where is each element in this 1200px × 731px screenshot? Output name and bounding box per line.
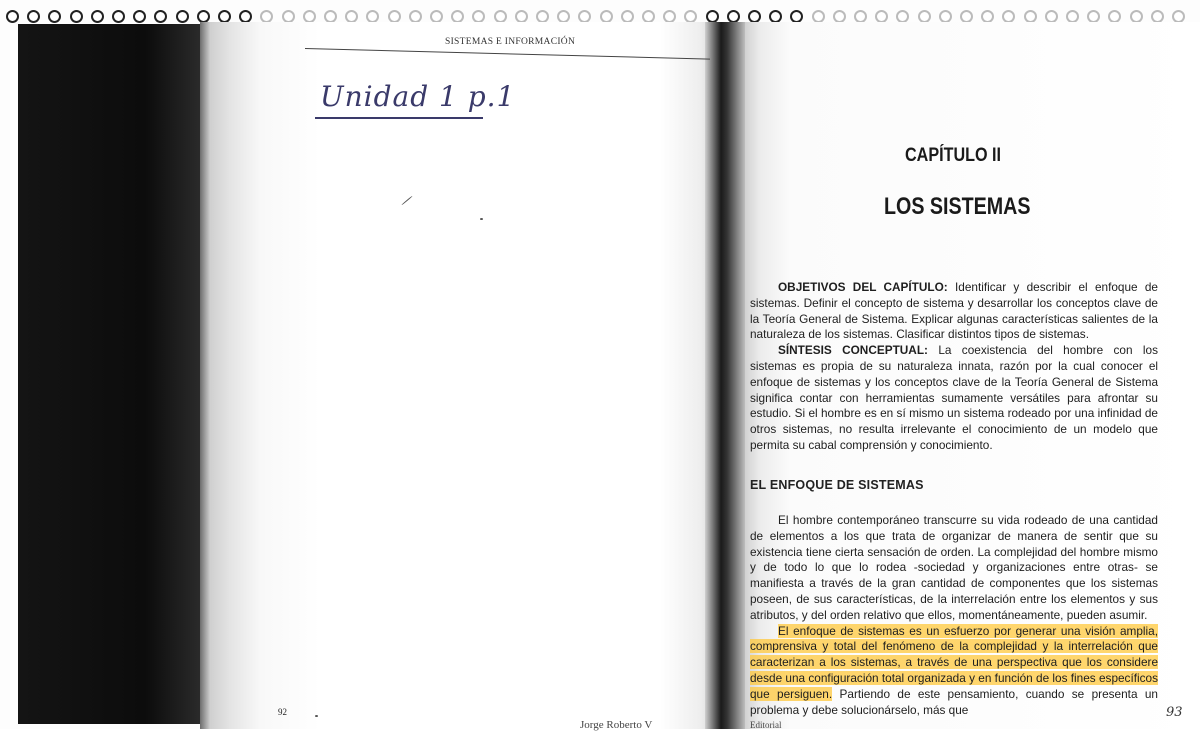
binding-ring [133,10,146,23]
body-paragraph: El hombre contemporáneo transcurre su vida rodeado de una cantidad de elementos a los que trata de organizar de manera de sentir que su existencia tiene cierta sensación de orden. La complejidad del hombre mismo y de todo lo que lo rodea -sociedad y organizaciones entre otras- se manifiesta a través de la gran cantidad de componentes que los sistemas poseen, de sus características, de la interrelación entre los elementos y sus atributos, y del orden relativo que ellos, momentáneamente, pueden asumir. [750,513,1158,622]
binding-ring [91,10,104,23]
synthesis-paragraph [750,343,1158,454]
body-paragraph-2 [750,624,1158,719]
binding-ring [70,10,83,23]
section-heading: EL ENFOQUE DE SISTEMAS [750,478,924,492]
body-text-continued: Partiendo de este pensamiento, cuando se presenta un problema y debe solucionárselo, más que [750,686,1158,717]
chapter-summary [750,280,1158,454]
book-gutter [705,22,745,729]
synthesis-text: La coexistencia del hombre con los sistemas es propia de su naturaleza innata, razón por la cual conocer el enfoque de sistemas y los conceptos clave de la Teoría General de Sistema significa contar con herramientas sumamente versátiles para afrontar su estudio. Si el hombre es en sí mismo un sistema rodeado por una infinidad de otros sistemas, no resulta irrelevante el conocimiento de un modelo que permita su cabal comprensión y conocimiento. [750,343,1158,452]
synthesis-label: SÍNTESIS CONCEPTUAL: [778,343,928,358]
speck [315,715,318,717]
handwritten-note: Unidad 1 p.1 [320,80,516,113]
left-page [200,22,720,729]
chapter-title: LOS SISTEMAS [884,193,1031,220]
binding-ring [176,10,189,23]
objectives-paragraph [750,280,1158,343]
page-number-left: 92 [278,707,287,717]
handwritten-page-number: 93 [1166,705,1183,720]
binding-ring [27,10,40,23]
footer-right: Editorial [750,720,782,730]
binding-ring [6,10,19,23]
binding-ring [48,10,61,23]
speck [480,218,483,220]
footer-left: Jorge Roberto V [580,719,653,731]
handwritten-underline [315,117,483,119]
binding-ring [112,10,125,23]
chapter-label: CAPÍTULO II [905,145,1002,166]
scan-shadow-left [18,24,200,724]
running-head: SISTEMAS E INFORMACIÓN [445,37,576,47]
body-text [750,513,1158,718]
highlighted-passage: El enfoque de sistemas es un esfuerzo por generar una visión amplia, comprensiva y total del fenómeno de la complejidad y la interrelación que caracterizan a los sistemas, a través de una perspectiva que los considere desde una configuración total organizada y en función de los fines específicos que persiguen. [750,623,1158,701]
objectives-text: Identificar y describir el enfoque de sistemas. Definir el concepto de sistema y desarrollar los conceptos clave de la Teoría General de Sistema. Explicar algunas características salientes de la naturaleza de los sistemas. Clasificar distintos tipos de sistemas. [750,280,1158,342]
objectives-label: OBJETIVOS DEL CAPÍTULO: [778,280,948,294]
binding-ring [154,10,167,23]
